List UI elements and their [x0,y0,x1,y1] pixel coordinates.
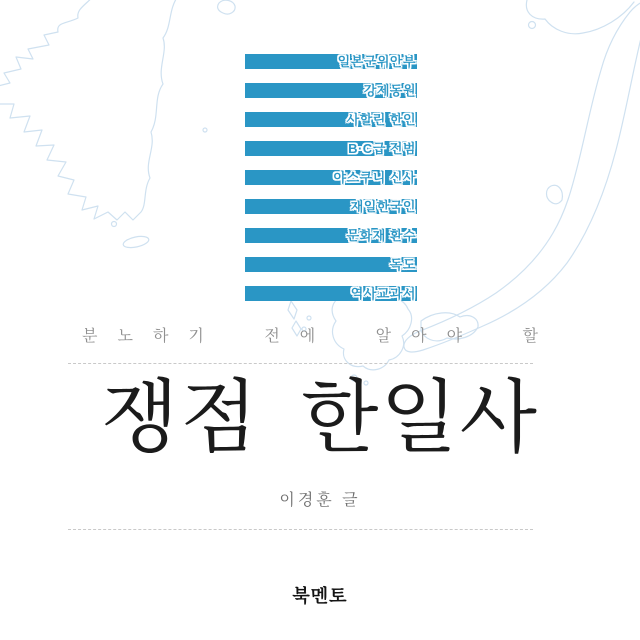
topic-label: 문화재 환수 [346,228,416,243]
divider-bottom [68,529,533,530]
topic-list [245,54,417,315]
topic-bar [245,170,417,185]
book-title: 쟁점 한일사 [101,371,539,464]
topic-bar [245,141,417,156]
topic-label: B·C급 전범 [348,141,416,156]
topic-bar [245,286,417,301]
topic-label: 역사교과서 [350,286,416,301]
topic-label: 강제동원 [363,83,416,98]
topic-bar [245,112,417,127]
topic-label: 야스쿠니 신사 [333,170,416,185]
publisher-logo: 북멘토 [292,586,348,607]
topic-bar [245,199,417,214]
topic-label: 일본군위안부 [337,54,416,69]
topic-bar [245,257,417,272]
hokkaido-islet [529,22,536,29]
divider-top [68,363,533,364]
ulleungdo-island [203,128,207,132]
topic-label: 독도 [389,257,416,272]
korea-coast-north [0,0,97,87]
topic-label: 재일한국인 [350,199,416,214]
subtitle: 분노하기 전에 알아야 할 [82,328,558,345]
honshu-coast [404,1,640,352]
topic-label: 사할린 한인 [346,112,416,127]
topic-bar [245,228,417,243]
goto-islet [307,316,311,320]
topic-bar [245,54,417,69]
small-island [112,222,117,227]
jeju-island [122,234,150,249]
noto-peninsula [547,185,563,203]
author-credit: 이경훈 글 [279,492,361,509]
topic-bar [245,83,417,98]
korea-coast-west-south-east [0,0,178,220]
coast-fragment-top [218,0,236,14]
